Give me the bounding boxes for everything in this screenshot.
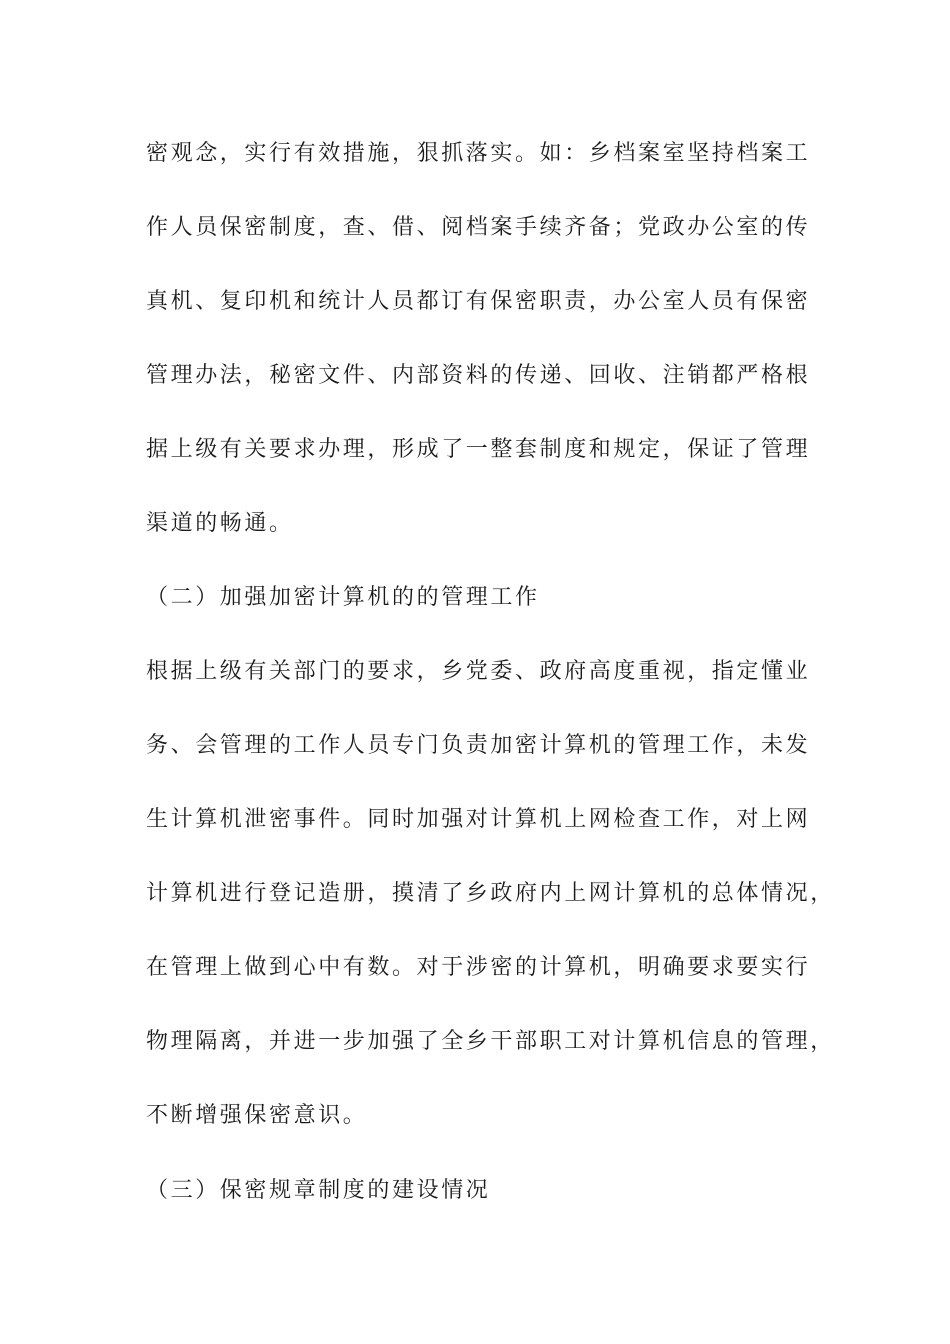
paragraph-line: 据上级有关要求办理，形成了一整套制度和规定，保证了管理 [146, 437, 811, 462]
paragraph-line: 密观念，实行有效措施，狠抓落实。如：乡档案室坚持档案工 [146, 141, 811, 166]
paragraph-line: 真机、复印机和统计人员都订有保密职责，办公室人员有保密 [146, 289, 811, 314]
paragraph-line: 在管理上做到心中有数。对于涉密的计算机，明确要求要实行 [146, 955, 811, 980]
paragraph-line: 根据上级有关部门的要求，乡党委、政府高度重视，指定懂业 [146, 659, 811, 684]
section-heading: （二）加强加密计算机的的管理工作 [146, 585, 540, 610]
paragraph-line: 务、会管理的工作人员专门负责加密计算机的管理工作，未发 [146, 733, 811, 758]
paragraph-line: 生计算机泄密事件。同时加强对计算机上网检查工作，对上网 [146, 807, 811, 832]
paragraph-line: 物理隔离，并进一步加强了全乡干部职工对计算机信息的管理， [146, 1029, 835, 1054]
paragraph-line: 不断增强保密意识。 [146, 1103, 368, 1128]
paragraph-line: 计算机进行登记造册，摸清了乡政府内上网计算机的总体情况， [146, 881, 835, 906]
paragraph-line: 渠道的畅通。 [146, 511, 294, 536]
paragraph-line: 作人员保密制度，查、借、阅档案手续齐备；党政办公室的传 [146, 215, 811, 240]
paragraph-line: 管理办法，秘密文件、内部资料的传递、回收、注销都严格根 [146, 363, 811, 388]
section-heading: （三）保密规章制度的建设情况 [146, 1178, 491, 1203]
